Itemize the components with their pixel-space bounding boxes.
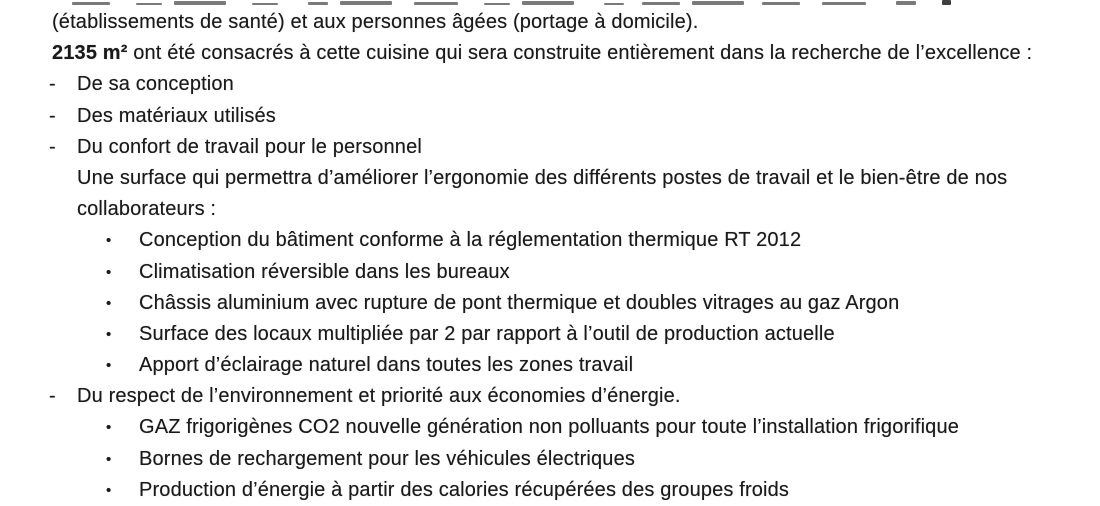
paragraph-line: [0, 7, 1100, 38]
bullet-item: [0, 288, 1100, 319]
line-text: Conception du bâtiment conforme à la réglementation thermique RT 2012: [139, 229, 802, 252]
bullet-item: [0, 444, 1100, 475]
dash-marker: -: [49, 104, 56, 127]
bullet-marker: •: [106, 232, 112, 250]
dash-marker: -: [49, 385, 56, 408]
line-text: Du confort de travail pour le personnel: [77, 135, 422, 158]
line-text: ont été consacrés à cette cuisine qui sera construite entièrement dans la recherche de l’excellence :: [127, 42, 1033, 65]
bullet-marker: •: [106, 450, 112, 468]
bullet-item: [0, 350, 1100, 381]
document-body: [0, 7, 1100, 506]
line-text: Production d’énergie à partir des calories récupérées des groupes froids: [139, 478, 790, 501]
bullet-marker: •: [106, 325, 112, 343]
line-text: Surface des locaux multipliée par 2 par rapport à l’outil de production actuelle: [139, 322, 835, 345]
line-text: Une surface qui permettra d’améliorer l’ergonomie des différents postes de travail et le bien-être de nos: [77, 166, 1008, 189]
dash-marker: -: [49, 73, 56, 96]
dash-item: [0, 132, 1100, 163]
paragraph-line: [0, 38, 1100, 69]
bullet-marker: •: [106, 419, 112, 437]
line-text: (établissements de santé) et aux personnes âgées (portage à domicile).: [52, 11, 699, 33]
bold-line-text: 2135 m²: [52, 42, 128, 65]
dash-marker: -: [49, 135, 56, 158]
bullet-item: [0, 257, 1100, 288]
line-text: Châssis aluminium avec rupture de pont thermique et doubles vitrages au gaz Argon: [139, 291, 900, 314]
dash-item: [0, 101, 1100, 132]
bullet-item: [0, 475, 1100, 506]
bullet-marker: •: [106, 263, 112, 281]
line-text: Bornes de rechargement pour les véhicules électriques: [139, 447, 635, 470]
bullet-item: [0, 412, 1100, 443]
line-text: Apport d’éclairage naturel dans toutes les zones travail: [139, 354, 634, 377]
bullet-item: [0, 225, 1100, 256]
dash-item: [0, 381, 1100, 412]
line-text: GAZ frigorigènes CO2 nouvelle génération non polluants pour toute l’installation frigorifique: [139, 416, 959, 439]
line-text: collaborateurs :: [77, 198, 217, 221]
paragraph-line: [0, 163, 1100, 194]
bullet-marker: •: [106, 481, 112, 499]
bullet-item: [0, 319, 1100, 350]
bullet-marker: •: [106, 357, 112, 375]
line-text: Climatisation réversible dans les bureaux: [139, 260, 510, 283]
bullet-marker: •: [106, 294, 112, 312]
line-text: Du respect de l’environnement et priorité aux économies d’énergie.: [77, 385, 681, 408]
dash-item: [0, 69, 1100, 100]
paragraph-line: [0, 194, 1100, 225]
line-text: Des matériaux utilisés: [77, 104, 276, 127]
clipped-previous-line-fragments: [0, 0, 1100, 5]
line-text: De sa conception: [77, 73, 234, 96]
